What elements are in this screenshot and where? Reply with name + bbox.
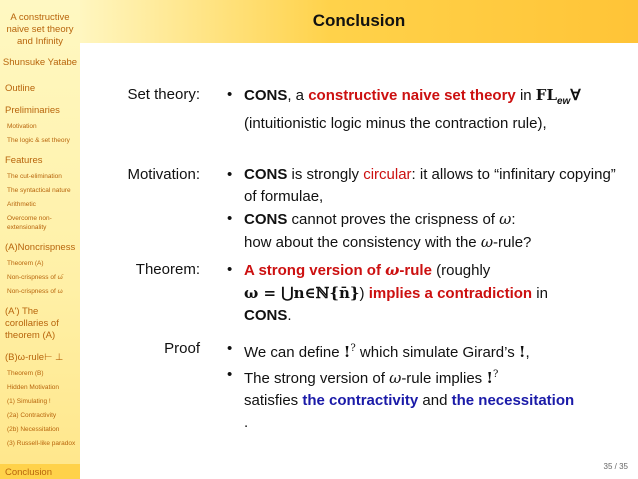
row-label: Theorem:	[135, 261, 200, 278]
text: satisfies	[244, 392, 303, 409]
item-list	[225, 338, 620, 434]
text: The strong version of	[244, 370, 390, 387]
sidebar-section[interactable]: (A)Noncrispness	[5, 242, 76, 253]
slide-title: Conclusion	[312, 11, 406, 30]
highlight-red: -rule	[399, 262, 432, 279]
text: is strongly	[287, 166, 364, 183]
logic-subscript: ew	[557, 96, 571, 107]
cons-term: CONS	[244, 166, 288, 183]
sidebar-subsection[interactable]: (2a) Contractivity	[7, 412, 57, 419]
highlight-red: constructive naive set theory	[308, 87, 516, 104]
page-number: 35 / 35	[603, 462, 628, 471]
bullet-icon: •	[227, 261, 233, 278]
text: We can define	[244, 344, 344, 361]
highlight-blue: the necessitation	[451, 392, 575, 409]
highlight-blue: the contractivity	[302, 392, 419, 409]
sidebar-subsection[interactable]: Non-crispness of ω	[7, 288, 63, 295]
sidebar-item-conclusion[interactable]: Conclusion	[0, 464, 80, 479]
sidebar-section[interactable]: (A') The corollaries of theorem (A)	[5, 306, 59, 341]
text: :	[511, 211, 516, 228]
highlight-red: circular	[363, 166, 412, 183]
omega-symbol: ω	[385, 261, 400, 279]
cons-term: CONS	[244, 87, 288, 104]
sidebar-subsection[interactable]: Hidden Motivation	[7, 384, 60, 391]
row-label: Motivation:	[127, 166, 200, 183]
sidebar-subsection[interactable]: Motivation	[7, 123, 37, 130]
bullet-icon: •	[227, 166, 233, 183]
logic-name: FL	[535, 86, 557, 104]
sidebar-section[interactable]: (B)ω-rule⊢ ⊥	[5, 352, 64, 363]
sidebar-subsection[interactable]: (3) Russell-like paradox	[7, 440, 76, 447]
bullet-item	[225, 84, 620, 135]
bullet-item	[225, 164, 620, 208]
bang-symbol: !	[486, 369, 493, 387]
sidebar-section[interactable]: Features	[5, 155, 43, 166]
text: in	[532, 285, 548, 302]
sidebar-author[interactable]: Shunsuke Yatabe	[2, 57, 78, 68]
highlight-red: implies a contradiction	[368, 285, 533, 302]
sidebar-section[interactable]: Preliminaries	[5, 105, 60, 116]
text: and	[418, 392, 452, 409]
bullet-icon: •	[227, 86, 233, 103]
superscript: ?	[492, 369, 499, 380]
highlight-red: A strong version of	[244, 262, 386, 279]
text: (intuitionistic logic minus the contraction rule),	[244, 115, 547, 132]
bullet-item	[225, 208, 620, 254]
text: cannot proves the crispness of	[287, 211, 500, 228]
cons-term: CONS	[244, 307, 288, 324]
sidebar-subsection[interactable]: Theorem (B)	[7, 370, 44, 377]
cons-term: CONS	[244, 211, 288, 228]
bullet-item	[225, 364, 620, 434]
row-label: Set theory:	[127, 86, 200, 103]
bullet-icon: •	[227, 366, 233, 383]
text: -rule implies	[401, 370, 487, 387]
omega-symbol: ω	[499, 210, 512, 228]
text: in	[515, 87, 536, 104]
text: which simulate Girard’s	[355, 344, 519, 361]
row-label: Proof	[164, 340, 200, 357]
text: .	[244, 414, 249, 431]
sidebar-subsection[interactable]: Theorem (A)	[7, 260, 44, 267]
text: how about the consistency with the	[244, 234, 481, 251]
omega-symbol: ω	[389, 369, 402, 387]
sidebar-subsection[interactable]: The cut-elimination	[7, 173, 62, 180]
text: -rule?	[493, 234, 532, 251]
text: : it allows to “infinitary copying” of formulae,	[244, 166, 616, 205]
sidebar-outline	[0, 83, 80, 448]
bullet-icon: •	[227, 210, 233, 227]
superscript: ?	[350, 343, 356, 354]
forall-symbol: ∀	[570, 87, 581, 104]
sidebar-subsection[interactable]: The syntactical nature	[7, 187, 71, 194]
omega-symbol: ω	[480, 233, 494, 251]
sidebar-subsection[interactable]: (2b) Necessitation	[7, 426, 60, 433]
text: (roughly	[431, 262, 491, 279]
item-list	[225, 259, 620, 327]
sidebar-subsection[interactable]: Overcome non-extensionality	[7, 215, 52, 231]
text: )	[359, 285, 369, 302]
item-list	[225, 84, 620, 135]
frame-header	[80, 0, 638, 43]
omega-formula: ω = ⋃n∈ℕ{n̄}	[244, 284, 360, 302]
bullet-item	[225, 338, 620, 364]
sidebar	[0, 0, 80, 479]
sidebar-presentation-title[interactable]: A constructive naive set theory and Infinity	[6, 12, 74, 47]
sidebar-subsection[interactable]: (1) Simulating !	[7, 398, 51, 405]
sidebar-section[interactable]: Outline	[5, 83, 36, 94]
item-list	[225, 164, 620, 254]
text: ,	[525, 344, 530, 361]
text: , a	[287, 87, 309, 104]
bullet-item	[225, 259, 620, 327]
sidebar-subsection[interactable]: Non-crispness of ω̄	[7, 274, 63, 281]
text: .	[287, 307, 292, 324]
sidebar-subsection[interactable]: The logic & set theory	[7, 137, 70, 144]
bang-symbol: !	[343, 343, 351, 361]
bullet-icon: •	[227, 340, 233, 357]
bang-symbol: !	[518, 343, 526, 361]
sidebar-subsection[interactable]: Arithmetic	[7, 201, 36, 208]
